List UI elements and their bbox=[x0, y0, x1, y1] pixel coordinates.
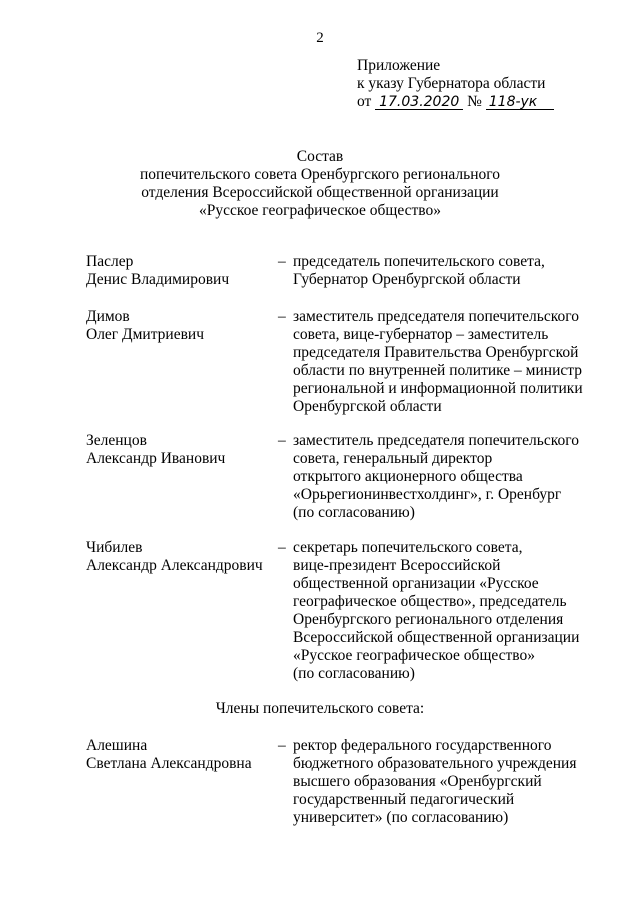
title-line: отделения Всероссийской общественной организации bbox=[141, 184, 499, 201]
title-line: «Русское географическое общество» bbox=[198, 202, 441, 219]
number-sign: № bbox=[467, 93, 482, 110]
title-line: Состав bbox=[296, 148, 344, 165]
appendix-date-line bbox=[357, 93, 554, 111]
role-line: Всероссийской общественной организации bbox=[293, 629, 580, 646]
member-name bbox=[86, 308, 271, 344]
role-line: (по согласованию) bbox=[293, 665, 415, 682]
appendix-subtitle: к указу Губернатора области bbox=[357, 75, 546, 92]
member-name bbox=[86, 737, 271, 773]
member-role bbox=[293, 308, 603, 416]
role-line: совета, вице-губернатор – заместитель bbox=[293, 326, 549, 343]
role-line: заместитель председателя попечительского bbox=[293, 432, 579, 449]
member-name bbox=[86, 432, 271, 468]
role-line: «Русское географическое общество» bbox=[293, 647, 536, 664]
member-given-names: Олег Дмитриевич bbox=[86, 326, 205, 343]
page-number: 2 bbox=[316, 30, 324, 46]
appendix-title: Приложение bbox=[357, 57, 441, 74]
title-line: попечительского совета Оренбургского регионального bbox=[140, 166, 500, 183]
member-role bbox=[293, 253, 603, 289]
role-line: области по внутренней политике – министр bbox=[293, 362, 582, 379]
member-given-names: Александр Иванович bbox=[86, 450, 226, 467]
role-line: государственный педагогический bbox=[293, 791, 515, 808]
role-line: географическое общество», председатель bbox=[293, 593, 567, 610]
member-surname: Зеленцов bbox=[86, 432, 147, 449]
member-surname: Чибилев bbox=[86, 539, 143, 556]
role-line: «Орьрегионинвестхолдинг», г. Оренбург bbox=[293, 486, 562, 503]
role-line: совета, генеральный директор bbox=[293, 450, 493, 467]
role-line: бюджетного образовательного учреждения bbox=[293, 755, 577, 772]
role-line: председателя Правительства Оренбургской bbox=[293, 344, 579, 361]
member-role bbox=[293, 539, 603, 683]
role-line: региональной и информационной политики bbox=[293, 380, 583, 397]
dash: – bbox=[278, 737, 286, 754]
dash: – bbox=[278, 308, 286, 325]
role-line: высшего образования «Оренбургский bbox=[293, 773, 542, 790]
role-line: Оренбургской области bbox=[293, 398, 442, 415]
date-prefix: от bbox=[357, 93, 372, 110]
member-given-names: Светлана Александровна bbox=[86, 755, 252, 772]
role-line: Губернатор Оренбургской области bbox=[293, 271, 521, 288]
member-given-names: Денис Владимирович bbox=[86, 271, 230, 288]
members-section-title: Члены попечительского совета: bbox=[215, 700, 425, 717]
role-line: секретарь попечительского совета, bbox=[293, 539, 523, 556]
dash: – bbox=[278, 432, 286, 449]
member-role bbox=[293, 432, 603, 522]
role-line: Оренбургского регионального отделения bbox=[293, 611, 564, 628]
handwritten-date: 17.03.2020 bbox=[375, 95, 463, 110]
member-given-names: Александр Александрович bbox=[86, 557, 263, 574]
role-line: председатель попечительского совета, bbox=[293, 253, 545, 270]
document-title bbox=[0, 148, 640, 220]
member-name bbox=[86, 253, 271, 289]
role-line: ректор федерального государственного bbox=[293, 737, 552, 754]
role-line: (по согласованию) bbox=[293, 504, 415, 521]
dash: – bbox=[278, 253, 286, 270]
member-surname: Димов bbox=[86, 308, 130, 325]
role-line: университет» (по согласованию) bbox=[293, 809, 509, 826]
appendix-block bbox=[357, 57, 554, 111]
role-line: вице-президент Всероссийской bbox=[293, 557, 501, 574]
member-name bbox=[86, 539, 271, 575]
member-surname: Алешина bbox=[86, 737, 148, 754]
role-line: открытого акционерного общества bbox=[293, 468, 523, 485]
dash: – bbox=[278, 539, 286, 556]
role-line: общественной организации «Русское bbox=[293, 575, 539, 592]
role-line: заместитель председателя попечительского bbox=[293, 308, 579, 325]
member-surname: Паслер bbox=[86, 253, 134, 270]
handwritten-number: 118-ук bbox=[486, 95, 554, 110]
member-role bbox=[293, 737, 603, 827]
